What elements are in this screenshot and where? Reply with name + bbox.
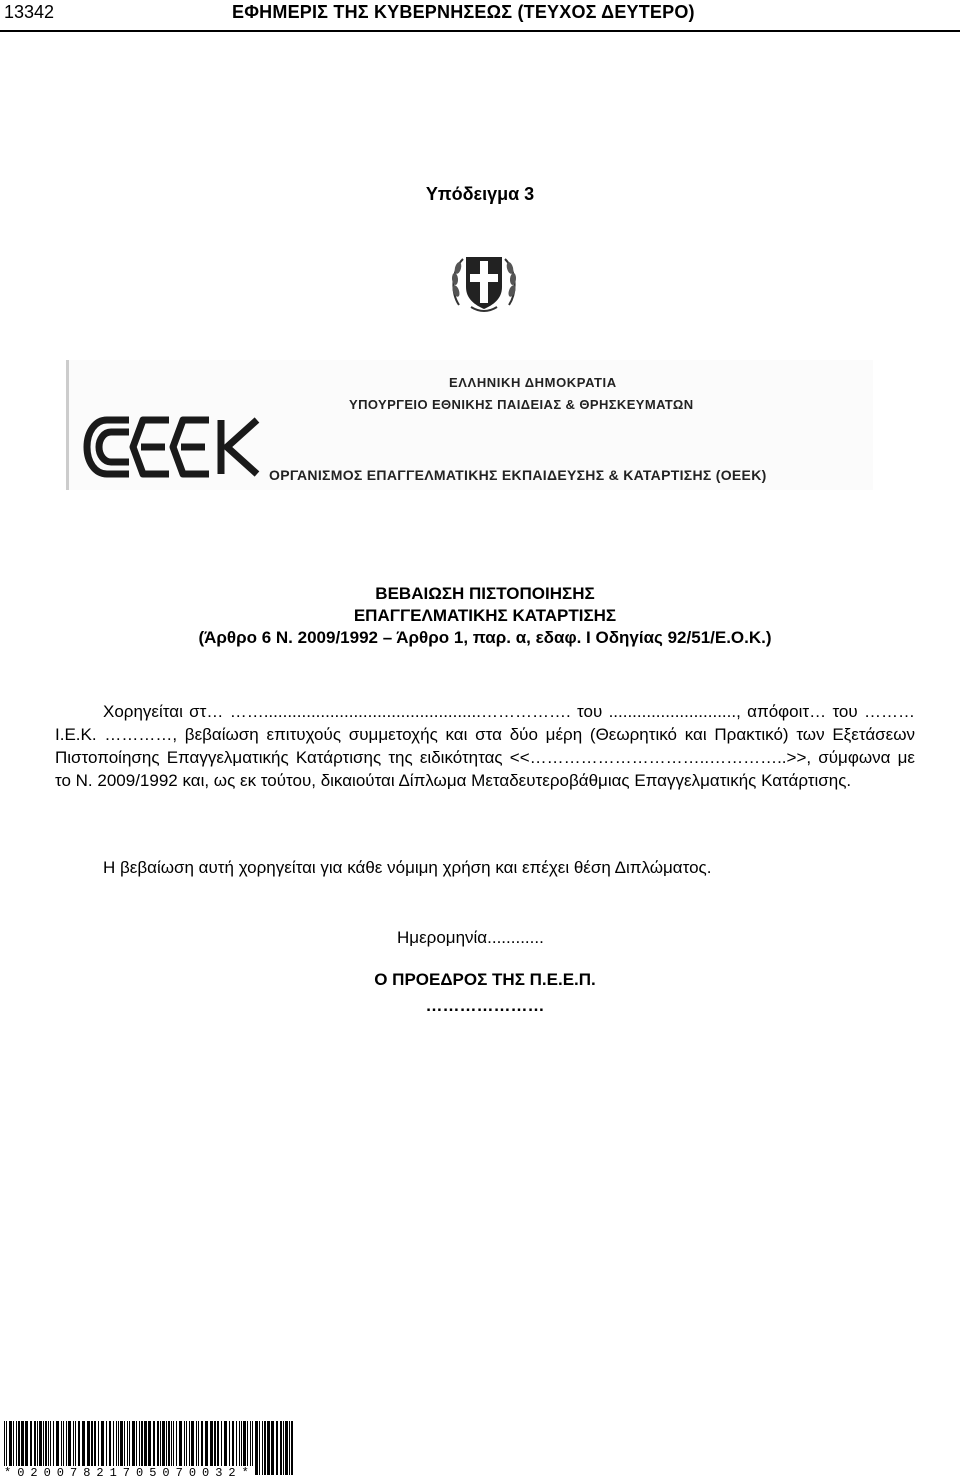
certificate-title-line1: ΒΕΒΑΙΩΣΗ ΠΙΣΤΟΠΟΙΗΣΗΣ bbox=[375, 584, 595, 603]
barcode-bar bbox=[291, 1421, 293, 1475]
barcode-bar bbox=[262, 1421, 263, 1475]
barcode-bar bbox=[276, 1421, 278, 1475]
certificate-heading bbox=[0, 583, 960, 649]
date-field: Ημερομηνία............ bbox=[397, 928, 544, 947]
barcode-bar bbox=[267, 1421, 270, 1475]
page-number: 13342 bbox=[4, 2, 55, 22]
sample-label: Υπόδειγμα 3 bbox=[425, 184, 535, 204]
organization-name: ΟΡΓΑΝΙΣΜΟΣ ΕΠΑΓΓΕΛΜΑΤΙΚΗΣ ΕΚΠΑΙΔΕΥΣΗΣ & ΚΑΤΑΡΤΙΣΗΣ (ΟΕΕΚ) bbox=[269, 467, 767, 483]
republic-name: ΕΛΛΗΝΙΚΗ ΔΗΜΟΚΡΑΤΙΑ bbox=[449, 375, 617, 390]
oeek-logo bbox=[81, 412, 261, 482]
letterhead bbox=[66, 360, 873, 490]
barcode-bar bbox=[283, 1421, 284, 1475]
signatory-title: Ο ΠΡΟΕΔΡΟΣ ΤΗΣ Π.Ε.Ε.Π. bbox=[374, 970, 596, 989]
barcode-bar bbox=[259, 1421, 260, 1475]
gazette-header bbox=[0, 0, 960, 32]
signature-line: ………………… bbox=[425, 996, 545, 1015]
barcode-bar bbox=[285, 1421, 288, 1475]
certificate-title-line2: ΕΠΑΓΓΕΛΜΑΤΙΚΗΣ ΚΑΤΑΡΤΙΣΗΣ bbox=[353, 606, 617, 625]
gazette-title: ΕΦΗΜΕΡΙΣ ΤΗΣ ΚΥΒΕΡΝΗΣΕΩΣ (ΤΕΥΧΟΣ ΔΕΥΤΕΡΟ) bbox=[232, 2, 695, 22]
ministry-name: ΥΠΟΥΡΓΕΙΟ ΕΘΝΙΚΗΣ ΠΑΙΔΕΙΑΣ & ΘΡΗΣΚΕΥΜΑΤΩΝ bbox=[349, 397, 694, 412]
barcode-bar bbox=[271, 1421, 274, 1475]
barcode-bar bbox=[264, 1421, 266, 1475]
barcode-bar bbox=[255, 1421, 258, 1475]
validity-statement: Η βεβαίωση αυτή χορηγείται για κάθε νόμιμη χρήση και επέχει θέση Διπλώματος. bbox=[103, 858, 712, 877]
greek-coat-of-arms-icon bbox=[449, 247, 519, 317]
certificate-body bbox=[55, 700, 915, 792]
body-paragraph: Χορηγείται στ… ……..............................................……………. του ..........................., απόφοιτ… του ……… Ι.Ε.Κ. …………, βεβαίωση επιτυχούς συμμετοχής και στα δύο μέρη (Θεωρητικό και Πρακτικό) των Εξετάσεων Πιστοποίησης Επαγγελματικής Κατάρτισης της ειδικότητας <<…………………………..…………..>>, σύμφωνα με το Ν. 2009/1992 και, ως εκ τούτου, δικαιούται Δίπλωμα Μεταδευτεροβάθμιας Επαγγελματικής Κατάρτισης. bbox=[55, 702, 915, 790]
barcode-bar bbox=[289, 1421, 290, 1475]
barcode-text: *02007821705070032* bbox=[4, 1466, 255, 1480]
barcode-bar bbox=[280, 1421, 282, 1475]
legal-basis: (Άρθρο 6 Ν. 2009/1992 – Άρθρο 1, παρ. α, εδαφ. Ι Οδηγίας 92/51/Ε.Ο.Κ.) bbox=[198, 628, 772, 647]
